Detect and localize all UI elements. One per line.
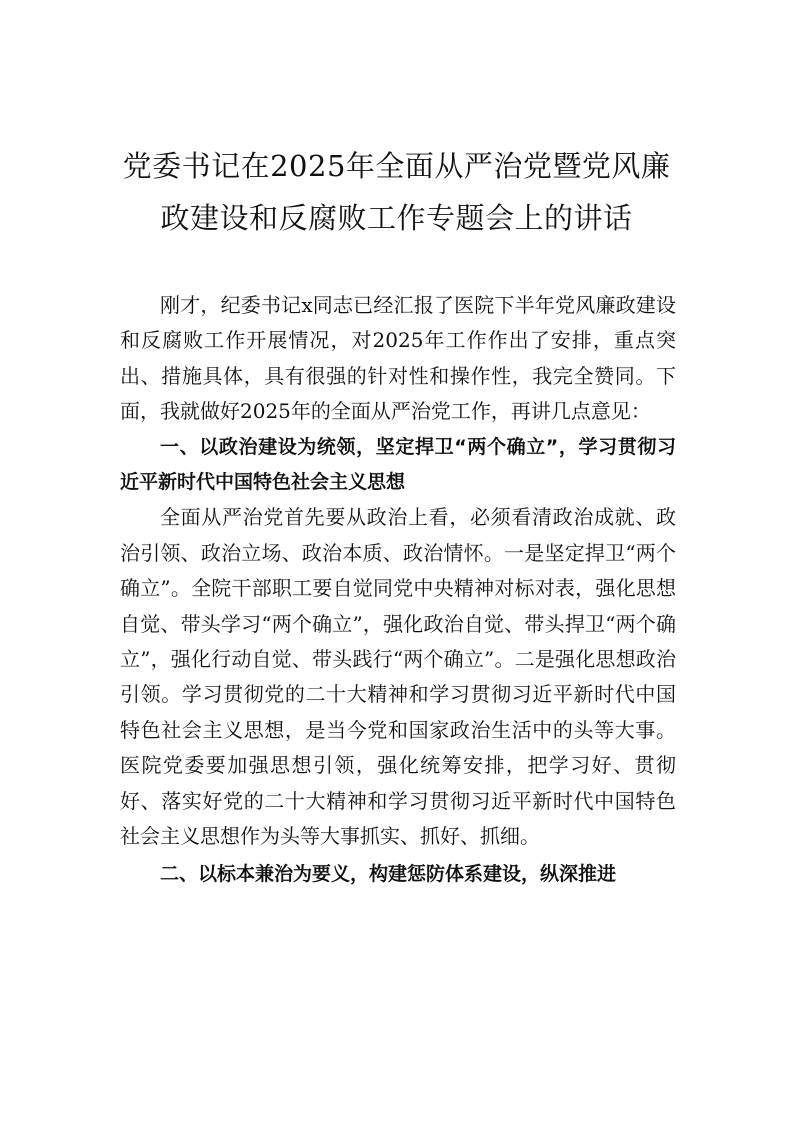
title-line-1: 党委书记在2025年全面从严治党暨党风廉	[122, 149, 671, 183]
section-1-paragraph: 全面从严治党首先要从政治上看，必须看清政治成就、政治引领、政治立场、政治本质、政治情怀。一是坚定捍卫“两个确立”。全院干部职工要自觉同党中央精神对标对表，强化思想自觉、带头学习“两个确立”，强化政治自觉、带头捍卫“两个确立”，强化行动自觉、带头践行“两个确立”。二是强化思想政治引领。学习贯彻党的二十大精神和学习贯彻习近平新时代中国特色社会主义思想，是当今党和国家政治生活中的头等大事。医院党委要加强思想引领，强化统筹安排，把学习好、贯彻好、落实好党的二十大精神和学习贯彻习近平新时代中国特色社会主义思想作为头等大事抓实、抓好、抓细。	[120, 505, 676, 849]
title-line-2: 政建设和反腐败工作专题会上的讲话	[160, 201, 633, 235]
intro-paragraph: 刚才，纪委书记x同志已经汇报了医院下半年党风廉政建设和反腐败工作开展情况，对2025年工作作出了安排，重点突出、措施具体，具有很强的针对性和操作性，我完全赞同。下面，我就做好2025年的全面从严治党工作，再讲几点意见：	[120, 293, 676, 424]
section-heading-2: 二、以标本兼治为要义，构建惩防体系建设，纵深推进	[160, 862, 617, 885]
section-heading-1: 一、以政治建设为统领，坚定捍卫“两个确立”，学习贯彻习近平新时代中国特色社会主义思想	[120, 435, 676, 494]
document-title	[90, 140, 703, 244]
document-body	[120, 288, 676, 892]
